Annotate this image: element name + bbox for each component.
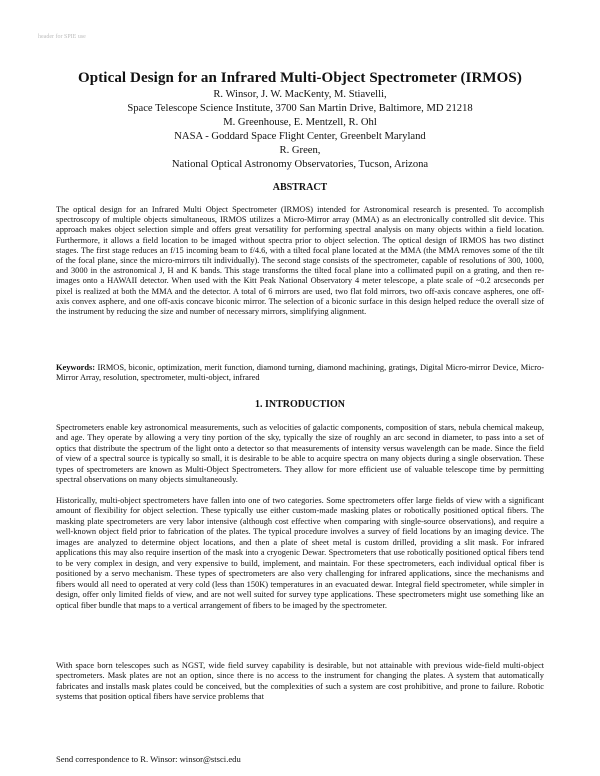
- keywords: [56, 363, 544, 384]
- affiliation-gsfc: NASA - Goddard Space Flight Center, Greenbelt Maryland: [174, 131, 426, 142]
- intro-paragraph-2: Historically, multi-object spectrometers have fallen into one of two categories. Some spectrometers offer large fields of view with a significant amount of flexibility for object selection. These typically use either custom-made masking plates or robotically positioned optical fibers. The masking plate spectrometers are very labor intensive (although cost effective when comparing with single-source observations), and require a well-known object field prior to fabrication of the plates. The typical procedure involves a survey of field locations by an imaging device. The images are analyzed to determine object locations, and then a plate of sheet metal is custom drilled, providing a slit mask. For infrared applications this may also require insertion of the mask into a cryogenic Dewar. Spectrometers that use robotically positioned optical fibers tend to be very complex in design, and very expensive to build, implement, and maintain. For these spectrometers, each individual optical fiber is positioned by a servo mechanism. These types of spectrometers are also very challenging for infrared applications, since the mechanisms and fibers would all need to operated at very cold (less than 150K) temperatures in an evacuated dewar. Integral field spectrometer, while simpler in design, offer only limited fields of view, and are not well suited for survey type applications. These spectrometers might use something like an optical fiber bundle that maps to a vertical arrangement of fibers to be imaged by the spectrometer.: [56, 496, 544, 610]
- header-note: header for SPIE use: [38, 34, 86, 40]
- abstract-heading: ABSTRACT: [272, 182, 328, 193]
- author-line-stsci: R. Winsor, J. W. MacKenty, M. Stiavelli,: [213, 89, 387, 100]
- abstract-body: The optical design for an Infrared Multi Object Spectrometer (IRMOS) intended for Astronomical research is presented. To accomplish spectroscopy of multiple objects simultaneous, IRMOS utilizes a Micro-Mirror array (MMA) as an electronically controlled slit device. This approach makes object selection simple and offers great versatility for performing spectral analysis on many objects within a field location. Furthermore, it allows a field location to be imaged without spectra prior to object selection. The optical design of IRMOS has two distinct stages. The first stage reduces an f/15 incoming beam to f/4.6, with a tilted focal plane located at the MMA (the MMA removes some of the tilt of the focal plane, since the micro-mirrors tilt individually). The second stage consists of the spectrometer, capable of resolutions of 300, 1000, and 3000 in the astronomical J, H and K bands. This stage transforms the tilted focal plane into a collimated pupil on a grating, and then re-images onto a HAWAII detector. When used with the Kitt Peak National Observatory 4 meter telescope, a plate scale of ~0.2 arcseconds per pixel is realized at both the MMA and the detector. A total of 6 mirrors are used, two flat fold mirrors, two off-axis concave aspheres, one off-axis convex asphere, and one off-axis concave biconic mirror. The selection of a biconic surface in this design helped reduce the overall size of the instrument by reducing the size and number of necessary mirrors, simplifying alignment.: [56, 205, 544, 317]
- author-line-gsfc: M. Greenhouse, E. Mentzell, R. Ohl: [223, 117, 377, 128]
- affiliation-noao: National Optical Astronomy Observatories, Tucson, Arizona: [171, 159, 429, 170]
- keywords-text: IRMOS, biconic, optimization, merit function, diamond turning, diamond machining, gratings, Digital Micro-mirror Device, Micro-Mirror Array, resolution, spectrometer, multi-object, infrared: [56, 363, 545, 383]
- correspondence-footer: Send correspondence to R. Winsor: winsor@stsci.edu: [56, 754, 241, 764]
- paper-title: Optical Design for an Infrared Multi-Object Spectrometer (IRMOS): [78, 70, 522, 86]
- intro-paragraph-3: With space born telescopes such as NGST, wide field survey capability is desirable, but not attainable with previous wide-field multi-object spectrometers. Mask plates are not an option, since there is no access to the instrument for changing the plates. A system that automatically fabricates and installs mask plates could be conceived, but the complexities of such a system are cost prohibitive, and prone to failure. Robotic systems that position optical fibers have service problems that: [56, 661, 544, 702]
- affiliation-stsci: Space Telescope Science Institute, 3700 San Martin Drive, Baltimore, MD 21218: [127, 103, 473, 114]
- author-line-noao: R. Green,: [279, 145, 321, 156]
- section-heading-introduction: 1. INTRODUCTION: [254, 399, 345, 410]
- keywords-label: Keywords:: [56, 363, 96, 372]
- intro-paragraph-1: Spectrometers enable key astronomical measurements, such as velocities of galactic components, composition of stars, nebula chemical makeup, and age. They operate by allowing a very tiny portion of the sky, typically the size of roughly an arc second in diameter, to pass into a set of optics that distribute the spectrum of the light onto a detector so that measurements of intensity versus wavelength can be made. Since the field of view of a spectral source is typically so small, it is desirable to be able to acquire spectra on many objects during a single observation. These types of spectrometers are known as Multi-Object Spectrometers. They allow for more efficient use of valuable telescope time by permitting spectral observations on many objects simultaneously.: [56, 423, 544, 485]
